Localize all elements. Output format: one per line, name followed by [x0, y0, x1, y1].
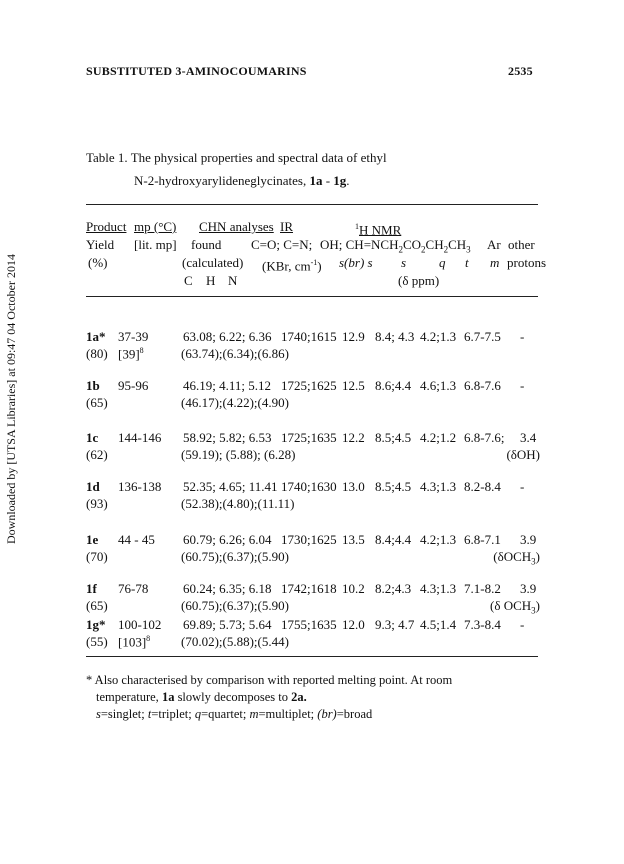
col-protons: protons	[507, 255, 546, 270]
cell-ch2ch3: 4.2;1.3	[420, 329, 457, 344]
cell-ar: 8.2-8.4	[464, 479, 501, 494]
mult-s	[401, 254, 406, 271]
cell-ir: 1755;1635	[281, 617, 337, 632]
cell-mp: 37-39	[118, 329, 149, 344]
cell-product: 1f	[86, 581, 97, 596]
footnote-line2	[96, 689, 307, 706]
cell-ir: 1730;1625	[281, 532, 337, 547]
fn2-d: 2a.	[291, 690, 307, 704]
cell-oh: 12.9	[342, 329, 365, 344]
cell-ch2ch3: 4.3;1.3	[420, 581, 457, 596]
cell-other-note: (δ $OCH_3$)	[490, 598, 540, 616]
cell-calc: (52.38);(4.80);(11.11)	[181, 496, 295, 511]
fn2-c: slowly decomposes to	[174, 690, 292, 704]
mult-t	[465, 254, 469, 271]
cell-mp: 136-138	[118, 479, 162, 494]
cell-product: 1c	[86, 430, 99, 445]
col-chn: CHN analyses	[199, 219, 274, 234]
header-rule	[86, 296, 538, 297]
cell-ch2ch3: 4.2;1.3	[420, 532, 457, 547]
cell-ch-n: 8.2;4.3	[375, 581, 412, 596]
mult-m-text: m	[490, 255, 500, 270]
cell-lit	[118, 634, 150, 650]
col-other: other	[508, 237, 535, 252]
cell-other-note: (δOH)	[506, 447, 540, 462]
kbr-sup: -1	[310, 258, 318, 267]
cell-other: 3.9	[520, 581, 537, 596]
cell-other: 3.4	[520, 430, 537, 445]
cell-calc: (60.75);(6.37);(5.90)	[181, 598, 289, 613]
cell-found: 60.24; 6.35; 6.18	[183, 581, 272, 596]
col-mp: mp (°C)	[134, 219, 177, 234]
col-ir: IR	[280, 219, 293, 234]
fn2-a: temperature,	[96, 690, 162, 704]
cell-oh: 12.0	[342, 617, 365, 632]
bottom-rule	[86, 656, 538, 657]
nmr-sub3: 2	[443, 244, 449, 255]
cell-ar: 6.8-7.1	[464, 532, 501, 547]
cell-found: 69.89; 5.73; 5.64	[183, 617, 272, 632]
cell-other-note: (δOCH$_3$)	[493, 549, 540, 567]
cell-ch2ch3: 4.5;1.4	[420, 617, 457, 632]
cell-oh: 12.2	[342, 430, 365, 445]
mult-m	[490, 254, 499, 271]
cell-ar: 6.7-7.5	[464, 329, 501, 344]
col-c: C	[184, 273, 193, 288]
cell-ch-n: 8.4; 4.3	[375, 329, 415, 344]
cell-ar: 7.1-8.2	[464, 581, 501, 596]
cell-calc: (46.17);(4.22);(4.90)	[181, 395, 289, 410]
cell-mp: 44 - 45	[118, 532, 155, 547]
mult-s-br-text: s(br) s	[339, 255, 373, 270]
mult-q-text: q	[439, 255, 446, 270]
nmr-sub1: 2	[398, 244, 403, 255]
cell-ch2ch3: 4.3;1.3	[420, 479, 457, 494]
col-found: found	[191, 237, 222, 252]
col-ir-groups: C=O; C=N;	[251, 237, 313, 252]
nmr-label: H NMR	[359, 222, 402, 238]
cell-other: -	[520, 479, 525, 494]
cell-found: 58.92; 5.82; 6.53	[183, 430, 272, 445]
nmr-sup: 1	[355, 222, 359, 231]
col-pct: (%)	[88, 255, 108, 270]
cell-other: -	[520, 378, 525, 393]
cell-lit	[118, 346, 144, 362]
nmr-ch: CH	[425, 237, 444, 252]
cell-product: 1b	[86, 378, 100, 393]
download-watermark: Downloaded by [UTSA Libraries] at 09:47 04 October 2014	[4, 254, 18, 544]
cell-calc: (59.19); (5.88); (6.28)	[181, 447, 296, 462]
top-rule	[86, 204, 538, 205]
nmr-sub4: 3	[466, 244, 471, 255]
caption-text: N-2-hydroxyarylideneglycinates, 1a - 1g.	[134, 173, 350, 188]
nmr-groups-a: OH; CH=NCH	[320, 237, 399, 252]
footnote-line3: s=singlet; t=triplet; q=quartet; m=multiplet; (br)=broad	[96, 707, 373, 721]
lit-ref: 8	[139, 346, 144, 355]
cell-product: 1e	[86, 532, 99, 547]
cell-ch-n: 9.3; 4.7	[375, 617, 415, 632]
cell-yield: (62)	[86, 447, 108, 462]
col-h: H	[206, 273, 216, 288]
cell-yield: (65)	[86, 395, 108, 410]
cell-ch2ch3: 4.2;1.2	[420, 430, 457, 445]
col-ar: Ar	[487, 237, 501, 252]
col-delta: (δ ppm)	[398, 273, 440, 288]
cell-oh: 13.5	[342, 532, 365, 547]
cell-ch-n: 8.4;4.4	[375, 532, 412, 547]
cell-ar: 7.3-8.4	[464, 617, 501, 632]
col-product: Product	[86, 219, 127, 234]
cell-mp: 144-146	[118, 430, 162, 445]
cell-ir: 1725;1635	[281, 430, 337, 445]
cell-oh: 13.0	[342, 479, 365, 494]
cell-ch-n: 8.6;4.4	[375, 378, 412, 393]
cell-yield: (55)	[86, 634, 108, 649]
cell-other: -	[520, 329, 525, 344]
cell-calc: (70.02);(5.88);(5.44)	[181, 634, 289, 649]
col-calc: (calculated)	[182, 255, 244, 270]
cell-other: -	[520, 617, 525, 632]
cell-ar: 6.8-7.6	[464, 378, 501, 393]
lit-mp: [103]	[118, 634, 147, 650]
cell-other: 3.9	[520, 532, 537, 547]
kbr-text: (KBr, cm	[262, 258, 311, 274]
mult-s-br	[339, 254, 373, 271]
cell-ir: 1740;1615	[281, 329, 337, 344]
table-caption-line2	[134, 173, 350, 189]
cell-product: 1a*	[86, 329, 106, 344]
cell-yield: (80)	[86, 346, 108, 361]
kbr-close: )	[317, 258, 322, 274]
cell-oh: 10.2	[342, 581, 365, 596]
cell-calc: (60.75);(6.37);(5.90)	[181, 549, 289, 564]
lit-ref: 8	[146, 634, 151, 643]
col-kbr	[262, 254, 322, 274]
nmr-co: CO	[402, 237, 422, 252]
cell-ch-n: 8.5;4.5	[375, 430, 412, 445]
cell-yield: (70)	[86, 549, 108, 564]
cell-found: 46.19; 4.11; 5.12	[183, 378, 271, 393]
cell-found: 63.08; 6.22; 6.36	[183, 329, 272, 344]
cell-calc: (63.74);(6.34);(6.86)	[181, 346, 289, 361]
mult-t-text: t	[465, 255, 469, 270]
running-title: SUBSTITUTED 3-AMINOCOUMARINS	[86, 64, 307, 78]
cell-oh: 12.5	[342, 378, 365, 393]
cell-ch2ch3: 4.6;1.3	[420, 378, 457, 393]
mult-q	[439, 254, 446, 271]
cell-ir: 1740;1630	[281, 479, 337, 494]
table-caption-line1: Table 1. The physical properties and spectral data of ethyl	[86, 150, 387, 165]
lit-mp: [39]	[118, 346, 140, 362]
cell-ch-n: 8.5;4.5	[375, 479, 412, 494]
cell-ir: 1725;1625	[281, 378, 337, 393]
cell-ar: 6.8-7.6;	[464, 430, 505, 445]
cell-mp: 95-96	[118, 378, 149, 393]
fn2-b: 1a	[161, 690, 175, 704]
col-yield: Yield	[86, 237, 115, 252]
cell-mp: 100-102	[118, 617, 162, 632]
page-number: 2535	[508, 64, 533, 78]
cell-yield: (65)	[86, 598, 108, 613]
cell-yield: (93)	[86, 496, 108, 511]
cell-found: 52.35; 4.65; 11.41	[183, 479, 278, 494]
nmr-ch2: CH	[448, 237, 467, 252]
col-lit: [lit. mp]	[134, 237, 177, 252]
col-n: N	[228, 273, 238, 288]
footnote-line1: * Also characterised by comparison with reported melting point. At room	[86, 673, 453, 687]
nmr-sub2: 2	[421, 244, 426, 255]
header-row1	[86, 218, 126, 235]
cell-product: 1d	[86, 479, 100, 494]
cell-ir: 1742;1618	[281, 581, 337, 596]
mult-s-text: s	[401, 255, 407, 270]
cell-found: 60.79; 6.26; 6.04	[183, 532, 272, 547]
cell-mp: 76-78	[118, 581, 149, 596]
cell-product: 1g*	[86, 617, 106, 632]
